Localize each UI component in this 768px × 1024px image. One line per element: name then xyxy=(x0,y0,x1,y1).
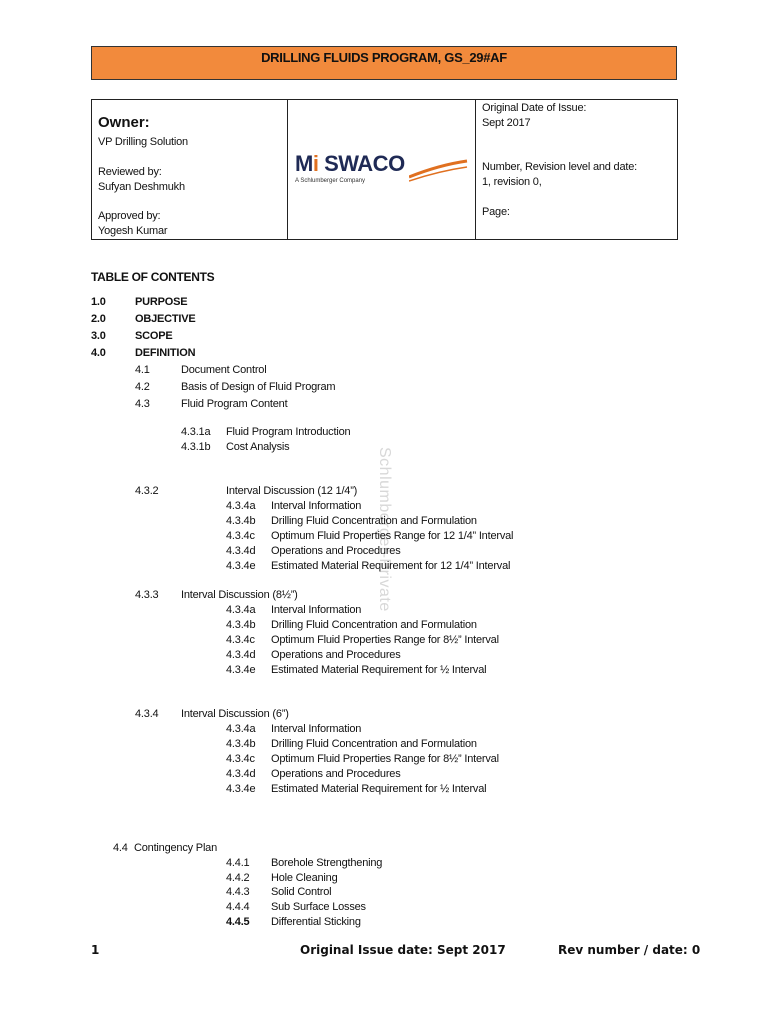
toc-item: Drilling Fluid Concentration and Formulation xyxy=(271,738,477,750)
toc-item: Operations and Procedures xyxy=(271,545,401,557)
toc-item: Interval Information xyxy=(271,604,362,616)
toc-num: 4.4.1 xyxy=(226,857,250,869)
toc-num: 4.3.4e xyxy=(226,664,256,676)
miswaco-logo xyxy=(295,151,405,184)
toc-objective: OBJECTIVE xyxy=(135,313,196,325)
toc-purpose: PURPOSE xyxy=(135,296,188,308)
issue-value: Sept 2017 xyxy=(482,117,531,129)
toc-num: 4.3.4a xyxy=(226,723,256,735)
toc-item: Interval Discussion (12 1/4”) xyxy=(226,485,358,497)
toc-num: 4.3.4a xyxy=(226,604,256,616)
reviewed-label: Reviewed by: xyxy=(98,166,162,178)
toc-item: Estimated Material Requirement for 12 1/4” Interval xyxy=(271,560,511,572)
toc-num: 4.3.4c xyxy=(226,634,255,646)
toc-num: 4.3.4b xyxy=(226,515,256,527)
toc-num: 4.3.2 xyxy=(135,485,159,497)
toc-num: 4.4.4 xyxy=(226,901,250,913)
toc-num: 4.1 xyxy=(135,364,150,376)
toc-item: Optimum Fluid Properties Range for 8½” Interval xyxy=(271,634,499,646)
toc-item: Solid Control xyxy=(271,886,332,898)
toc-item: Interval Information xyxy=(271,723,362,735)
toc-item: Borehole Strengthening xyxy=(271,857,383,869)
toc-num: 4.3.3 xyxy=(135,589,159,601)
document-title: DRILLING FLUIDS PROGRAM, GS_29#AF xyxy=(91,46,677,80)
toc-item: Drilling Fluid Concentration and Formulation xyxy=(271,619,477,631)
toc-item: Cost Analysis xyxy=(226,441,290,453)
toc-num: 4.3 xyxy=(135,398,150,410)
owner-cell xyxy=(92,100,288,239)
logo-tagline: A Schlumberger Company xyxy=(295,178,366,184)
owner-label: Owner: xyxy=(98,114,150,131)
toc-item: Fluid Program Content xyxy=(181,398,288,410)
toc-item: Operations and Procedures xyxy=(271,649,401,661)
toc-num: 4.3.4d xyxy=(226,545,256,557)
toc-item: Optimum Fluid Properties Range for 8½” Interval xyxy=(271,753,499,765)
toc-num: 4.3.4d xyxy=(226,649,256,661)
toc-heading: TABLE OF CONTENTS xyxy=(91,270,215,284)
header-table xyxy=(91,99,678,240)
revision-label: Number, Revision level and date: xyxy=(482,161,638,173)
page-label: Page: xyxy=(482,206,510,218)
toc-definition: DEFINITION xyxy=(135,347,196,359)
toc-num: 4.3.4b xyxy=(226,738,256,750)
footer-rev: Rev number / date: 0 xyxy=(558,943,701,957)
toc-num: 1.0 xyxy=(91,296,106,308)
toc-item: Basis of Design of Fluid Program xyxy=(181,381,336,393)
toc-item: Hole Cleaning xyxy=(271,872,338,884)
revision-value: 1, revision 0, xyxy=(482,176,542,188)
logo-swoosh-icon xyxy=(409,157,469,183)
issue-label: Original Date of Issue: xyxy=(482,102,587,114)
toc-item: Estimated Material Requirement for ½ Interval xyxy=(271,783,487,795)
toc-item: Drilling Fluid Concentration and Formulation xyxy=(271,515,477,527)
toc-num: 4.3.4c xyxy=(226,530,255,542)
toc-scope: SCOPE xyxy=(135,330,173,342)
footer-page-number: 1 xyxy=(91,943,100,957)
logo-i: i xyxy=(312,151,319,176)
logo-cell xyxy=(287,100,476,239)
toc-item: Interval Information xyxy=(271,500,362,512)
toc-item: Sub Surface Losses xyxy=(271,901,366,913)
toc-num: 4.3.4 xyxy=(135,708,159,720)
issue-cell xyxy=(475,100,677,239)
toc-item: Document Control xyxy=(181,364,267,376)
toc-num: 4.0 xyxy=(91,347,106,359)
logo-m: M xyxy=(295,151,313,176)
toc-num: 4.2 xyxy=(135,381,150,393)
footer-issue-date: Original Issue date: Sept 2017 xyxy=(300,943,506,957)
owner-value: VP Drilling Solution xyxy=(98,136,188,148)
toc-num: 4.3.4d xyxy=(226,768,256,780)
toc-item: Differential Sticking xyxy=(271,916,361,928)
toc-item: Interval Discussion (8½”) xyxy=(181,589,298,601)
toc-item: Contingency Plan xyxy=(134,842,218,854)
toc-num: 4.3.1b xyxy=(181,441,211,453)
toc-num: 4.4.3 xyxy=(226,886,250,898)
toc-item: Estimated Material Requirement for ½ Interval xyxy=(271,664,487,676)
toc-num: 4.3.4e xyxy=(226,783,256,795)
approved-value: Yogesh Kumar xyxy=(98,225,168,237)
toc-item: Interval Discussion (6”) xyxy=(181,708,289,720)
toc-num: 4.3.4c xyxy=(226,753,255,765)
logo-swaco: SWACO xyxy=(318,151,405,176)
toc-item: Optimum Fluid Properties Range for 12 1/4” Interval xyxy=(271,530,514,542)
toc-num: 4.4.5 xyxy=(226,916,250,928)
toc-num: 4.4 xyxy=(113,842,128,854)
toc-num: 2.0 xyxy=(91,313,106,325)
toc-num: 4.3.1a xyxy=(181,426,211,438)
toc-item: Fluid Program Introduction xyxy=(226,426,351,438)
toc-num: 4.3.4a xyxy=(226,500,256,512)
toc-num: 4.4.2 xyxy=(226,872,250,884)
approved-label: Approved by: xyxy=(98,210,161,222)
toc-num: 4.3.4b xyxy=(226,619,256,631)
watermark: Schlumberger-Private xyxy=(376,447,393,612)
reviewed-value: Sufyan Deshmukh xyxy=(98,181,185,193)
toc-item: Operations and Procedures xyxy=(271,768,401,780)
toc-num: 4.3.4e xyxy=(226,560,256,572)
toc-num: 3.0 xyxy=(91,330,106,342)
logo-wordmark xyxy=(295,151,405,176)
